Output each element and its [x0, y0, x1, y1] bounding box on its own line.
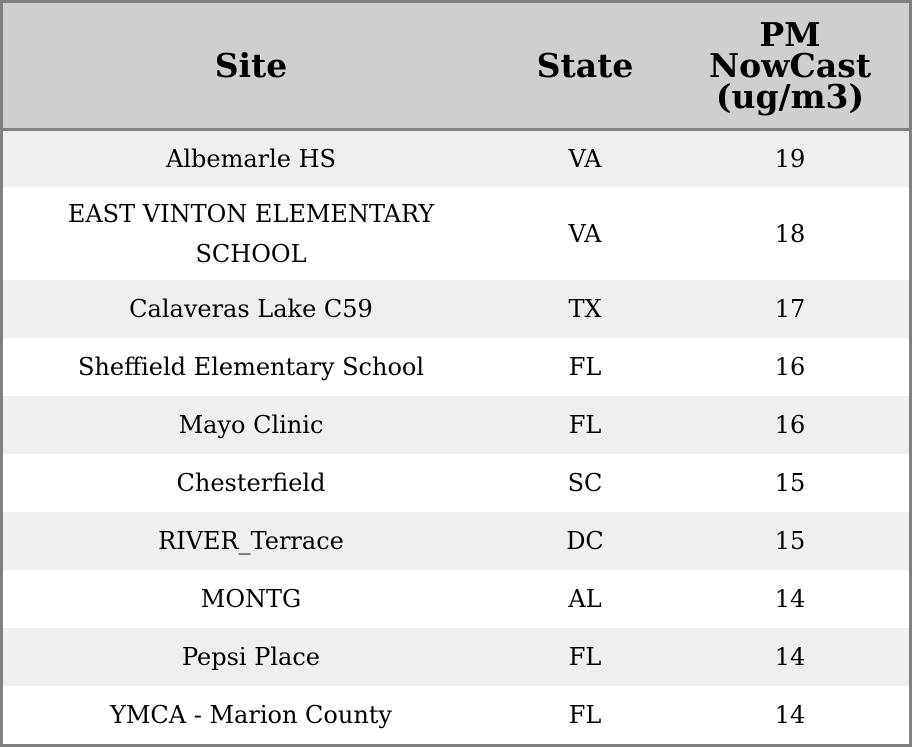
- header-state: State: [499, 3, 671, 129]
- cell-pm: 16: [774, 353, 806, 381]
- table-header: [3, 3, 909, 129]
- table-row: [3, 187, 909, 280]
- cell-state: DC: [566, 527, 604, 555]
- cell-state: FL: [568, 643, 602, 671]
- cell-site: Chesterfield: [176, 469, 326, 497]
- table-row: [3, 280, 909, 338]
- table-body: [3, 129, 909, 744]
- cell-site: Mayo Clinic: [178, 411, 324, 439]
- cell-site: Calaveras Lake C59: [129, 295, 373, 323]
- cell-pm: 16: [774, 411, 806, 439]
- table-row: [3, 628, 909, 686]
- header-site: Site: [3, 3, 499, 129]
- cell-state: FL: [568, 411, 602, 439]
- cell-pm: 15: [774, 527, 806, 555]
- cell-site: RIVER_Terrace: [158, 527, 344, 555]
- cell-state: FL: [568, 701, 602, 729]
- cell-state: VA: [568, 144, 602, 173]
- table-row: [3, 512, 909, 570]
- header-pm-nowcast: PM NowCast (ug/m3): [671, 3, 909, 129]
- table-row: [3, 129, 909, 187]
- cell-pm: 14: [774, 701, 806, 729]
- cell-site: Albemarle HS: [166, 144, 336, 173]
- cell-site: MONTG: [200, 585, 302, 613]
- table-row: [3, 454, 909, 512]
- table-row: [3, 570, 909, 628]
- cell-site: Pepsi Place: [181, 643, 321, 671]
- data-table: [3, 3, 909, 744]
- cell-state: TX: [568, 295, 602, 323]
- cell-state: FL: [568, 353, 602, 381]
- cell-pm: 14: [774, 643, 806, 671]
- cell-site: YMCA - Marion County: [110, 701, 392, 729]
- cell-pm: 15: [774, 469, 806, 497]
- table-row: [3, 396, 909, 454]
- header-row: [3, 3, 909, 129]
- table-row: [3, 686, 909, 744]
- cell-pm: 18: [774, 219, 806, 248]
- cell-state: VA: [568, 219, 602, 248]
- cell-site: EAST VINTON ELEMENTARY SCHOOL: [67, 199, 435, 268]
- cell-site: Sheffield Elementary School: [77, 353, 425, 381]
- cell-pm: 14: [774, 585, 806, 613]
- table-row: [3, 338, 909, 396]
- cell-pm: 17: [774, 295, 806, 323]
- cell-state: SC: [567, 469, 603, 497]
- cell-pm: 19: [774, 144, 806, 173]
- cell-state: AL: [568, 585, 602, 613]
